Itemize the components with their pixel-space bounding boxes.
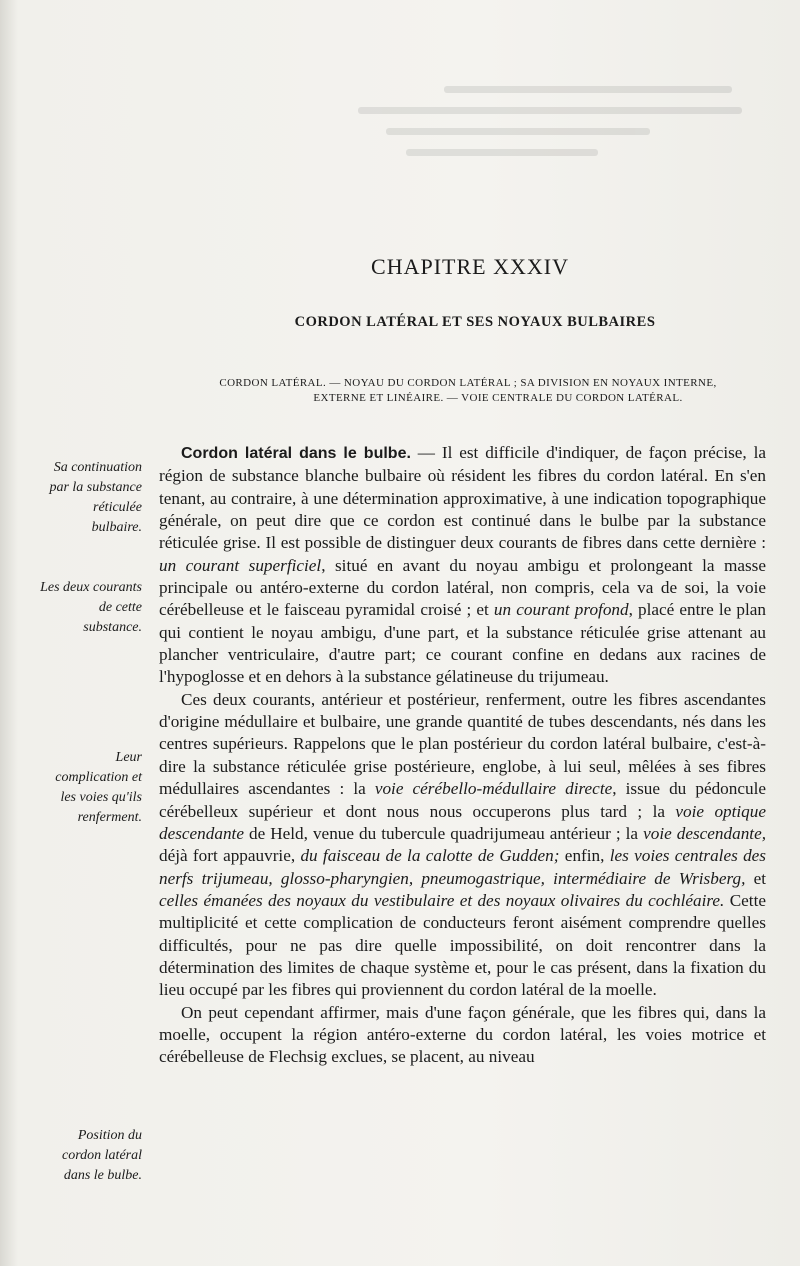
text-run: On peut cependant affirmer, mais d'une façon générale, que les fibres qui, dans la moelle, occupent la région antéro-externe du cordon latéral, les voies motrice et cérébelleuse de Flechsig exclues, se placent, au niveau [159, 1002, 766, 1067]
text-run: et [745, 868, 767, 888]
italic-run: voie cérébello-médullaire directe [374, 779, 613, 799]
text-run: enfin, [559, 846, 610, 866]
summary-line: CORDON LATÉRAL. — NOYAU DU CORDON LATÉRAL ; SA DIVISION EN NOYAUX INTERNE, [219, 377, 717, 389]
margin-note: Position du cordon latéral dans le bulbe. [62, 1128, 142, 1183]
text-run: de Held, venue du tubercule quadrijumeau antérieur ; la [243, 823, 644, 843]
italic-run: voie optique descendante [159, 801, 766, 843]
paragraph [159, 1002, 766, 1069]
text-run: , situé en avant du noyau ambigu et prolongeant la masse principale ou antéro-externe du cordon latéral, non compris, cela va de soi, la voie cérébelleuse et le faisceau pyramidal croisé ; et [159, 555, 766, 620]
chapter-title: CHAPITRE XXXIV [371, 254, 569, 279]
margin-note: Leur complication et les voies qu'ils renferment. [55, 750, 142, 825]
paragraph [159, 689, 766, 1002]
italic-run: voie descendante, [643, 823, 766, 843]
text-run: — Il est difficile d'indiquer, de façon précise, la région de substance blanche bulbaire où résident les fibres du cordon latéral. En s'en tenant, au contraire, à une détermination approximative, à une indication topographique générale, on peut dire que ce cordon est continué dans le bulbe par la substance réticulée grise. Il est possible de distinguer deux courants de fibres dans cette dernière : [159, 443, 767, 553]
text-run: , placé entre le plan qui contient le noyau ambigu, d'une part, et la substance réticulée grise attenant au plancher ventriculaire, d'autre part; ce courant confine en dedans aux racines de l'hypoglosse et en dehors à la substance gélatineuse du trijumeau. [159, 600, 766, 687]
paragraph-heading: Cordon latéral dans le bulbe. [181, 445, 411, 462]
italic-run: un courant profond [493, 600, 629, 620]
text-run: déjà fort appauvrie, [159, 846, 301, 866]
margin-note: Sa continuation par la substance réticulée bulbaire. [49, 460, 142, 535]
italic-run: les voies centrales des nerfs trijumeau, glosso-pharyngien, pneumogastrique, intermédiaire de Wrisberg, [159, 846, 766, 888]
paragraph [159, 442, 766, 689]
italic-run: du faisceau de la calotte de Gudden; [300, 846, 560, 866]
italic-run: un courant superficiel [159, 555, 322, 575]
italic-run: celles émanées des noyaux du vestibulaire et des noyaux olivaires du cochléaire. [159, 890, 725, 910]
margin-note: Les deux courants de cette substance. [40, 580, 142, 635]
chapter-subtitle: CORDON LATÉRAL ET SES NOYAUX BULBAIRES [294, 314, 656, 330]
text-run: Cette multiplicité et cette complication de conducteurs feront aisément comprendre quelles difficultés, pour ne pas dire quelle impossibilité, on doit rencontrer dans la détermination des limites de chaque système et, pour le cas présent, dans la fixation du lieu occupé par les fibres qui proviennent du cordon latéral de la moelle. [159, 890, 766, 1000]
bleed-through-shadow [300, 72, 780, 222]
chapter-summary [170, 376, 766, 406]
body-text [159, 442, 766, 1069]
text-run: Ces deux courants, antérieur et postérieur, renferment, outre les fibres ascendantes d'origine médullaire et bulbaire, une grande quantité de tubes descendants, nés dans les centres supérieurs. Rappelons que le plan postérieur du cordon latéral bulbaire, c'est-à-dire la substance réticulée grise postérieure, englobe, à lui seul, mêlées à ses fibres médullaires ascendantes : la [159, 689, 766, 799]
summary-line: EXTERNE ET LINÉAIRE. — VOIE CENTRALE DU CORDON LATÉRAL. [313, 392, 683, 404]
text-run: , issue du pédoncule cérébelleux supérieur et dont nous nous occuperons plus tard ; la [159, 779, 766, 821]
